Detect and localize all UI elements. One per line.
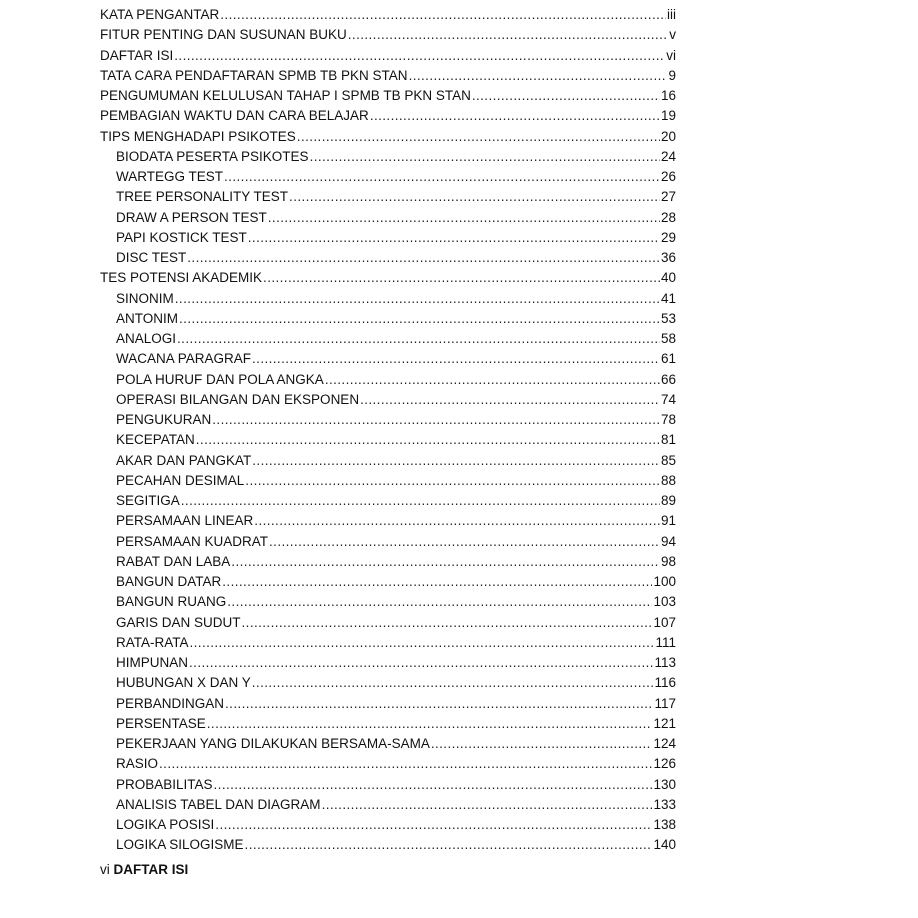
toc-dot-leader <box>215 815 652 835</box>
toc-dot-leader <box>268 208 660 228</box>
toc-entry <box>100 349 676 369</box>
toc-dot-leader <box>409 66 668 86</box>
toc-dot-leader <box>177 329 660 349</box>
toc-dot-leader <box>214 775 653 795</box>
toc-dot-leader <box>175 289 660 309</box>
toc-entry-title: RATA-RATA <box>116 634 189 650</box>
toc-entry <box>100 329 676 349</box>
table-of-contents <box>100 5 676 856</box>
toc-entry-title: KATA PENGANTAR <box>100 7 220 22</box>
toc-dot-leader <box>431 734 653 754</box>
toc-dot-leader <box>269 532 660 552</box>
toc-entry-title: WACANA PARAGRAF <box>116 351 252 367</box>
toc-entry-title: DRAW A PERSON TEST <box>116 209 267 225</box>
toc-entry <box>100 572 676 592</box>
toc-entry-title: PERSAMAAN LINEAR <box>116 513 254 529</box>
toc-entry <box>100 754 676 774</box>
toc-dot-leader <box>212 410 660 430</box>
toc-entry-title: ANTONIM <box>116 310 179 326</box>
toc-dot-leader <box>370 106 660 126</box>
toc-entry-page-number: 66 <box>660 371 676 387</box>
toc-entry <box>100 734 676 754</box>
toc-entry-page-number: 16 <box>660 88 676 103</box>
toc-entry-page-number: 36 <box>660 250 676 265</box>
toc-entry-page-number: 111 <box>655 634 676 650</box>
toc-entry-title: SINONIM <box>116 290 174 306</box>
toc-dot-leader <box>220 5 666 25</box>
toc-entry <box>100 106 676 126</box>
toc-entry-page-number: 113 <box>654 655 676 670</box>
toc-entry-title: HUBUNGAN X DAN Y <box>116 675 251 691</box>
toc-dot-leader <box>189 653 653 673</box>
toc-dot-leader <box>207 714 653 734</box>
toc-entry <box>100 410 676 430</box>
toc-entry-title: PENGUKURAN <box>116 412 212 427</box>
toc-dot-leader <box>310 147 660 167</box>
toc-entry-page-number: 24 <box>660 148 676 164</box>
toc-entry <box>100 775 676 795</box>
toc-entry <box>100 86 676 106</box>
toc-entry-title: PENGUMUMAN KELULUSAN TAHAP I SPMB TB PKN STAN <box>100 88 471 103</box>
toc-entry-page-number: 140 <box>653 837 676 853</box>
toc-dot-leader <box>174 46 665 66</box>
toc-entry <box>100 208 676 228</box>
toc-entry <box>100 471 676 491</box>
toc-entry <box>100 25 676 45</box>
toc-dot-leader <box>248 228 660 248</box>
toc-entry-page-number: 91 <box>660 513 676 529</box>
toc-entry-title: PERSENTASE <box>116 715 206 731</box>
toc-entry-title: PERBANDINGAN <box>116 695 225 711</box>
toc-entry-page-number: 133 <box>653 796 676 812</box>
toc-dot-leader <box>245 471 660 491</box>
toc-entry-title: PERSAMAAN KUADRAT <box>116 533 269 549</box>
toc-entry-title: RASIO <box>116 756 159 772</box>
toc-entry <box>100 167 676 187</box>
toc-entry-page-number: 27 <box>660 189 676 205</box>
toc-dot-leader <box>254 511 660 531</box>
toc-entry-page-number: v <box>669 27 676 43</box>
toc-dot-leader <box>187 248 660 268</box>
toc-entry-title: POLA HURUF DAN POLA ANGKA <box>116 371 324 387</box>
toc-dot-leader <box>252 673 654 693</box>
toc-entry <box>100 430 676 450</box>
page-footer <box>100 860 188 880</box>
toc-entry-page-number: 88 <box>660 472 676 488</box>
toc-entry-page-number: 26 <box>660 169 676 184</box>
toc-dot-leader <box>322 795 653 815</box>
toc-entry-title: LOGIKA SILOGISME <box>116 837 244 853</box>
toc-entry-page-number: 89 <box>660 493 676 508</box>
toc-dot-leader <box>225 694 653 714</box>
toc-entry-title: OPERASI BILANGAN DAN EKSPONEN <box>116 391 360 407</box>
toc-entry-page-number: 117 <box>654 695 676 711</box>
toc-entry-page-number: 100 <box>653 574 676 589</box>
toc-entry-title: KECEPATAN <box>116 432 195 448</box>
toc-entry-title: AKAR DAN PANGKAT <box>116 452 252 468</box>
toc-entry-page-number: 98 <box>660 553 676 569</box>
toc-dot-leader <box>348 25 668 45</box>
toc-entry-title: WARTEGG TEST <box>116 169 224 184</box>
toc-entry <box>100 532 676 552</box>
toc-dot-leader <box>231 552 660 572</box>
toc-entry-page-number: 53 <box>660 310 676 326</box>
toc-entry <box>100 46 676 66</box>
toc-entry <box>100 795 676 815</box>
toc-entry <box>100 835 676 855</box>
toc-dot-leader <box>179 309 660 329</box>
toc-entry-title: BANGUN DATAR <box>116 574 222 589</box>
toc-entry-title: BANGUN RUANG <box>116 594 227 610</box>
toc-entry-title: PAPI KOSTICK TEST <box>116 229 247 245</box>
toc-dot-leader <box>263 268 660 288</box>
toc-entry <box>100 248 676 268</box>
toc-entry <box>100 511 676 531</box>
toc-entry-title: RABAT DAN LABA <box>116 553 231 569</box>
toc-entry-page-number: 19 <box>660 108 676 124</box>
toc-dot-leader <box>360 390 660 410</box>
toc-entry-page-number: 61 <box>660 351 676 367</box>
toc-dot-leader <box>196 430 660 450</box>
toc-entry-title: DAFTAR ISI <box>100 47 174 63</box>
toc-entry <box>100 552 676 572</box>
toc-entry-page-number: 121 <box>653 715 676 731</box>
toc-entry-page-number: 29 <box>660 229 676 245</box>
toc-dot-leader <box>222 572 652 592</box>
toc-entry-title: GARIS DAN SUDUT <box>116 614 241 630</box>
toc-entry-page-number: 85 <box>660 452 676 468</box>
toc-dot-leader <box>472 86 660 106</box>
toc-entry <box>100 268 676 288</box>
toc-entry-page-number: 126 <box>653 756 676 772</box>
toc-entry <box>100 613 676 633</box>
toc-entry <box>100 673 676 693</box>
toc-entry-title: LOGIKA POSISI <box>116 817 215 832</box>
footer-section-label: DAFTAR ISI <box>113 862 189 877</box>
toc-entry-page-number: 81 <box>660 432 676 448</box>
toc-entry <box>100 592 676 612</box>
toc-entry <box>100 370 676 390</box>
toc-entry-page-number: iii <box>667 7 676 22</box>
toc-entry <box>100 66 676 86</box>
toc-entry <box>100 228 676 248</box>
toc-entry <box>100 147 676 167</box>
toc-entry-page-number: 74 <box>660 391 676 407</box>
toc-dot-leader <box>297 127 660 147</box>
toc-entry <box>100 694 676 714</box>
toc-entry-page-number: 107 <box>653 614 676 630</box>
toc-dot-leader <box>190 633 655 653</box>
toc-entry-page-number: 103 <box>653 594 676 610</box>
toc-entry <box>100 451 676 471</box>
toc-entry-title: SEGITIGA <box>116 493 180 508</box>
toc-entry-page-number: 124 <box>653 736 676 751</box>
toc-entry-title: DISC TEST <box>116 250 187 265</box>
toc-entry-page-number: vi <box>666 47 676 63</box>
toc-dot-leader <box>289 187 660 207</box>
toc-entry <box>100 815 676 835</box>
toc-entry <box>100 289 676 309</box>
toc-entry <box>100 5 676 25</box>
toc-dot-leader <box>245 835 653 855</box>
toc-entry-page-number: 41 <box>660 290 676 306</box>
toc-entry-title: TIPS MENGHADAPI PSIKOTES <box>100 128 296 144</box>
toc-entry-title: TATA CARA PENDAFTARAN SPMB TB PKN STAN <box>100 67 408 83</box>
toc-entry-title: PEKERJAAN YANG DILAKUKAN BERSAMA-SAMA <box>116 736 430 751</box>
toc-dot-leader <box>252 451 660 471</box>
toc-entry-page-number: 9 <box>668 67 676 83</box>
toc-entry <box>100 187 676 207</box>
toc-entry <box>100 390 676 410</box>
toc-entry-page-number: 94 <box>660 533 676 549</box>
toc-entry-title: HIMPUNAN <box>116 655 189 670</box>
toc-dot-leader <box>325 370 660 390</box>
toc-entry-page-number: 138 <box>653 817 676 832</box>
toc-entry-page-number: 20 <box>660 128 676 144</box>
toc-dot-leader <box>252 349 660 369</box>
toc-entry-page-number: 40 <box>660 270 676 286</box>
toc-entry-page-number: 116 <box>654 675 676 691</box>
toc-dot-leader <box>159 754 652 774</box>
toc-entry-page-number: 78 <box>660 412 676 427</box>
toc-entry-title: TES POTENSI AKADEMIK <box>100 270 263 286</box>
toc-entry-page-number: 28 <box>660 209 676 225</box>
toc-entry <box>100 491 676 511</box>
toc-entry <box>100 633 676 653</box>
toc-entry-title: TREE PERSONALITY TEST <box>116 189 289 205</box>
footer-page-number: vi <box>100 862 110 877</box>
toc-dot-leader <box>224 167 660 187</box>
toc-entry-title: ANALOGI <box>116 331 177 346</box>
toc-entry-title: BIODATA PESERTA PSIKOTES <box>116 148 309 164</box>
toc-dot-leader <box>181 491 660 511</box>
toc-entry-title: FITUR PENTING DAN SUSUNAN BUKU <box>100 27 347 43</box>
toc-entry-page-number: 58 <box>660 331 676 346</box>
toc-dot-leader <box>242 613 653 633</box>
toc-entry-page-number: 130 <box>653 776 676 792</box>
toc-entry-title: ANALISIS TABEL DAN DIAGRAM <box>116 796 321 812</box>
toc-dot-leader <box>227 592 652 612</box>
toc-entry-title: PROBABILITAS <box>116 776 213 792</box>
toc-entry <box>100 653 676 673</box>
toc-entry <box>100 127 676 147</box>
toc-entry-title: PECAHAN DESIMAL <box>116 472 245 488</box>
toc-entry-title: PEMBAGIAN WAKTU DAN CARA BELAJAR <box>100 108 369 124</box>
toc-entry <box>100 714 676 734</box>
toc-entry <box>100 309 676 329</box>
